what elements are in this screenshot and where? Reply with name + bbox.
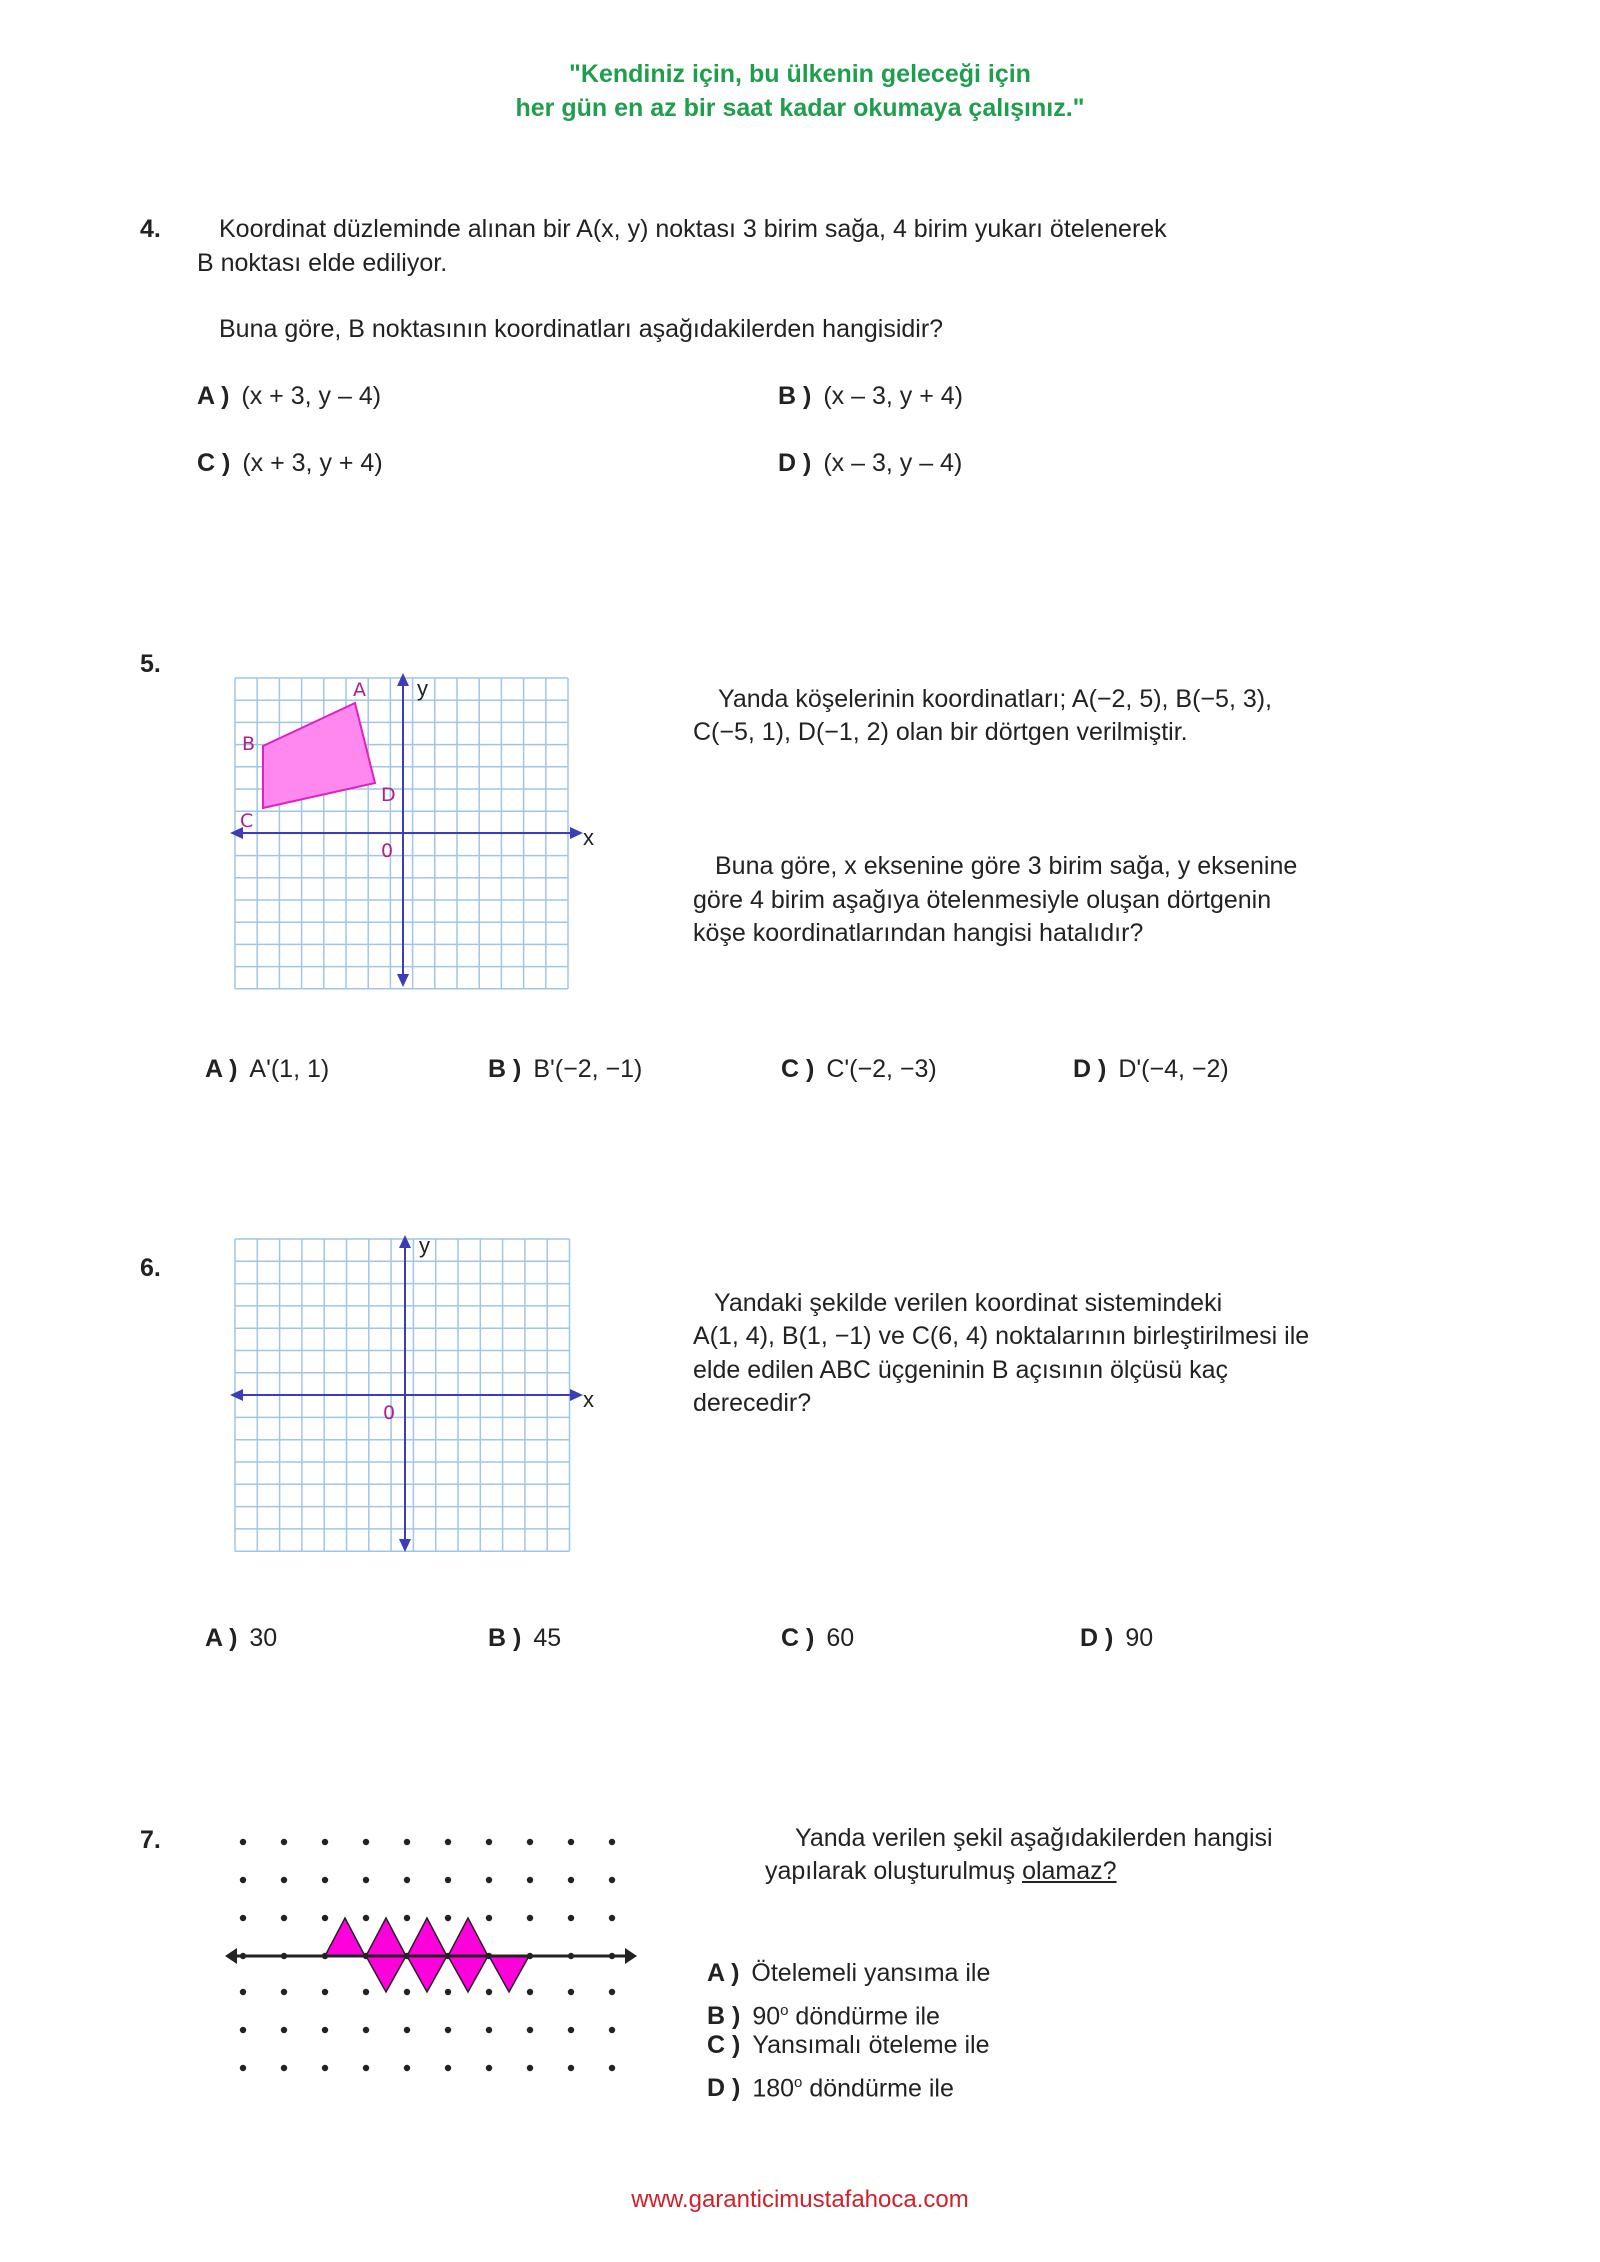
- grid-dot: [363, 1915, 369, 1921]
- option-text: (x + 3, y – 4): [241, 382, 382, 410]
- q5-text1-line-1: Yanda köşelerinin koordinatları; A(−2, 5), B(−5, 3),: [718, 685, 1273, 713]
- q5-text2-line-2: göre 4 birim aşağıya ötelenmesiyle oluşan dörtgenin: [693, 886, 1272, 914]
- grid-dot: [445, 1915, 451, 1921]
- option-text: B'(−2, −1): [533, 1055, 643, 1083]
- option-letter: C ): [781, 1624, 815, 1652]
- grid-dot: [404, 2065, 410, 2071]
- grid-dot: [363, 1839, 369, 1845]
- grid-dot: [240, 2027, 246, 2033]
- question-6-number: 6.: [140, 1254, 161, 1282]
- q7-option-b[interactable]: [707, 1994, 940, 2033]
- q5-x-label: x: [583, 825, 594, 850]
- grid-dot: [404, 1877, 410, 1883]
- q6-x-axis-arrow-right: [570, 1389, 583, 1401]
- triangle-up: [325, 1918, 365, 1956]
- grid-dot: [568, 2065, 574, 2071]
- option-letter: C ): [781, 1055, 815, 1083]
- q5-coordinate-graph: [225, 668, 595, 1003]
- option-text: (x + 3, y + 4): [242, 449, 383, 477]
- q5-x-axis-arrow-right: [570, 827, 583, 839]
- triangle-down: [489, 1956, 529, 1992]
- q7-dot-figure: [225, 1820, 645, 2080]
- grid-dot: [609, 1915, 615, 1921]
- option-letter: A ): [197, 382, 230, 410]
- grid-dot: [322, 1839, 328, 1845]
- q7-option-c[interactable]: [707, 2029, 989, 2062]
- question-4-number: 4.: [140, 215, 161, 243]
- grid-dot: [486, 2065, 492, 2071]
- grid-dot: [363, 2027, 369, 2033]
- grid-dot: [363, 2065, 369, 2071]
- grid-dot: [240, 1839, 246, 1845]
- grid-dot: [322, 2065, 328, 2071]
- grid-dot: [404, 2027, 410, 2033]
- q5-label-d: D: [381, 784, 396, 806]
- grid-dot: [240, 1989, 246, 1995]
- triangle-up: [448, 1918, 488, 1956]
- q5-option-a[interactable]: [205, 1053, 329, 1086]
- grid-dot: [568, 1989, 574, 1995]
- grid-dot: [445, 2027, 451, 2033]
- grid-dot: [445, 1839, 451, 1845]
- q7-option-a[interactable]: [707, 1957, 990, 1990]
- grid-dot: [363, 1877, 369, 1883]
- grid-dot: [240, 2065, 246, 2071]
- grid-dot: [281, 1915, 287, 1921]
- q6-text-line-1: Yandaki şekilde verilen koordinat sistemindeki: [714, 1289, 1223, 1317]
- q5-text2-line-3: köşe koordinatlarından hangisi hatalıdır?: [693, 919, 1144, 947]
- q7-text-underlined: olamaz?: [1022, 1857, 1117, 1885]
- option-letter: B ): [488, 1624, 522, 1652]
- grid-dot: [609, 2065, 615, 2071]
- grid-dot: [322, 1989, 328, 1995]
- q6-option-c[interactable]: [781, 1622, 854, 1655]
- question-5-number: 5.: [140, 650, 161, 678]
- option-letter: D ): [707, 2074, 741, 2103]
- q5-text2-line-1: Buna göre, x eksenine göre 3 birim sağa, y eksenine: [715, 852, 1298, 880]
- grid-dot: [527, 1839, 533, 1845]
- header-quote: [0, 57, 1600, 125]
- option-text: Ötelemeli yansıma ile: [751, 1959, 991, 1987]
- grid-dot: [486, 1877, 492, 1883]
- option-text: D'(−4, −2): [1118, 1055, 1229, 1083]
- grid-dot: [363, 1989, 369, 1995]
- q6-x-axis-arrow-left: [230, 1389, 243, 1401]
- option-letter: A ): [205, 1624, 238, 1652]
- q6-text-line-4: derecedir?: [693, 1389, 812, 1417]
- grid-dot: [445, 2065, 451, 2071]
- grid-dot: [568, 1915, 574, 1921]
- grid-dot: [281, 1989, 287, 1995]
- option-letter: B ): [488, 1055, 522, 1083]
- grid-dot: [445, 1989, 451, 1995]
- option-letter: A ): [707, 1959, 740, 1987]
- q7-option-d[interactable]: [707, 2066, 954, 2105]
- grid-dot: [609, 1839, 615, 1845]
- grid-dot: [527, 2065, 533, 2071]
- grid-dot: [322, 1915, 328, 1921]
- question-4-prompt: Buna göre, B noktasının koordinatları aşağıdakilerden hangisidir?: [219, 315, 944, 343]
- question-4-stem-line-1: Koordinat düzleminde alınan bir A(x, y) noktası 3 birim sağa, 4 birim yukarı ötelenerek: [219, 215, 1167, 243]
- q6-text-line-2: A(1, 4), B(1, −1) ve C(6, 4) noktalarının birleştirilmesi ile: [693, 1322, 1310, 1350]
- grid-dot: [609, 2027, 615, 2033]
- degree-sign: o: [794, 2074, 803, 2091]
- q5-option-d[interactable]: [1073, 1053, 1229, 1086]
- grid-dot: [281, 2065, 287, 2071]
- grid-dot: [568, 1839, 574, 1845]
- q7-text-line-2: [765, 1855, 1117, 1888]
- triangle-down: [366, 1956, 406, 1992]
- option-letter: D ): [778, 449, 812, 477]
- option-text: 90: [752, 2002, 781, 2031]
- q5-label-c: C: [240, 810, 254, 832]
- grid-dot: [322, 2027, 328, 2033]
- option-text: döndürme ile: [788, 2002, 940, 2031]
- footer-url[interactable]: www.garanticimustafahoca.com: [631, 2186, 969, 2213]
- q6-x-label: x: [583, 1387, 594, 1412]
- q5-origin-label: 0: [381, 840, 394, 862]
- q4-option-b[interactable]: [778, 380, 963, 413]
- q5-option-c[interactable]: [781, 1053, 937, 1086]
- option-text: 90: [1125, 1624, 1154, 1652]
- grid-dot: [527, 1989, 533, 1995]
- q5-y-axis-arrow-down: [397, 974, 409, 987]
- grid-dot: [281, 1877, 287, 1883]
- q7-line-arrow-right: [625, 1948, 637, 1964]
- option-text: (x – 3, y + 4): [823, 382, 963, 410]
- option-letter: B ): [778, 382, 812, 410]
- q6-text-line-3: elde edilen ABC üçgeninin B açısının ölçüsü kaç: [693, 1356, 1229, 1384]
- option-letter: D ): [1080, 1624, 1114, 1652]
- grid-dot: [568, 1877, 574, 1883]
- option-letter: A ): [205, 1055, 238, 1083]
- grid-dot: [486, 1989, 492, 1995]
- option-text: 45: [533, 1624, 562, 1652]
- grid-dot: [404, 1989, 410, 1995]
- option-letter: D ): [1073, 1055, 1107, 1083]
- grid-dot: [527, 2027, 533, 2033]
- q5-y-label: y: [417, 676, 428, 701]
- q4-option-c[interactable]: [197, 447, 383, 480]
- grid-dot: [609, 1989, 615, 1995]
- grid-dot: [527, 1877, 533, 1883]
- option-letter: C ): [707, 2031, 741, 2059]
- degree-sign: o: [780, 2002, 789, 2019]
- grid-dot: [486, 1839, 492, 1845]
- q4-option-a[interactable]: [197, 380, 381, 413]
- grid-dot: [609, 1877, 615, 1883]
- triangle-down: [448, 1956, 488, 1992]
- q6-origin-label: 0: [383, 1402, 396, 1424]
- q7-text-prefix: yapılarak oluşturulmuş: [765, 1857, 1023, 1885]
- quote-line-2: her gün en az bir saat kadar okumaya çalışınız.": [515, 94, 1085, 122]
- grid-dot: [240, 1915, 246, 1921]
- q5-option-b[interactable]: [488, 1053, 642, 1086]
- grid-dot: [527, 1915, 533, 1921]
- option-text: A'(1, 1): [249, 1055, 330, 1083]
- q6-option-b[interactable]: [488, 1622, 561, 1655]
- option-text: 60: [826, 1624, 855, 1652]
- question-7-number: 7.: [140, 1826, 161, 1854]
- grid-dot: [281, 2027, 287, 2033]
- grid-dot: [486, 2027, 492, 2033]
- option-letter: C ): [197, 449, 231, 477]
- option-text: (x – 3, y – 4): [823, 449, 963, 477]
- grid-dot: [322, 1877, 328, 1883]
- q6-y-axis-arrow-up: [399, 1235, 411, 1248]
- q5-label-a: A: [353, 679, 366, 701]
- q7-line-arrow-left: [225, 1948, 237, 1964]
- triangle-up: [407, 1918, 447, 1956]
- q6-y-label: y: [419, 1233, 430, 1258]
- option-text: döndürme ile: [802, 2074, 954, 2103]
- grid-dot: [486, 1915, 492, 1921]
- q7-text-line-1: Yanda verilen şekil aşağıdakilerden hangisi: [795, 1824, 1273, 1852]
- triangle-up: [366, 1918, 406, 1956]
- q6-y-axis-arrow-down: [399, 1539, 411, 1552]
- q6-option-a[interactable]: [205, 1622, 277, 1655]
- grid-dot: [568, 2027, 574, 2033]
- q4-option-d[interactable]: [778, 447, 962, 480]
- option-text: C'(−2, −3): [826, 1055, 937, 1083]
- triangle-down: [407, 1956, 447, 1992]
- option-text: 180: [752, 2074, 795, 2103]
- option-text: 30: [249, 1624, 278, 1652]
- grid-dot: [404, 1915, 410, 1921]
- grid-dot: [281, 1839, 287, 1845]
- q5-text1-line-2: C(−5, 1), D(−1, 2) olan bir dörtgen verilmiştir.: [693, 718, 1188, 746]
- question-4-stem-line-2: B noktası elde ediliyor.: [197, 249, 448, 277]
- grid-dot: [404, 1839, 410, 1845]
- q5-y-axis-arrow-up: [397, 673, 409, 686]
- quote-line-1: "Kendiniz için, bu ülkenin geleceği için: [569, 60, 1031, 88]
- q6-option-d[interactable]: [1080, 1622, 1153, 1655]
- grid-dot: [445, 1877, 451, 1883]
- q5-label-b: B: [242, 733, 256, 755]
- option-text: Yansımalı öteleme ile: [752, 2031, 990, 2059]
- q6-coordinate-graph: [225, 1230, 595, 1565]
- option-letter: B ): [707, 2002, 741, 2031]
- grid-dot: [240, 1877, 246, 1883]
